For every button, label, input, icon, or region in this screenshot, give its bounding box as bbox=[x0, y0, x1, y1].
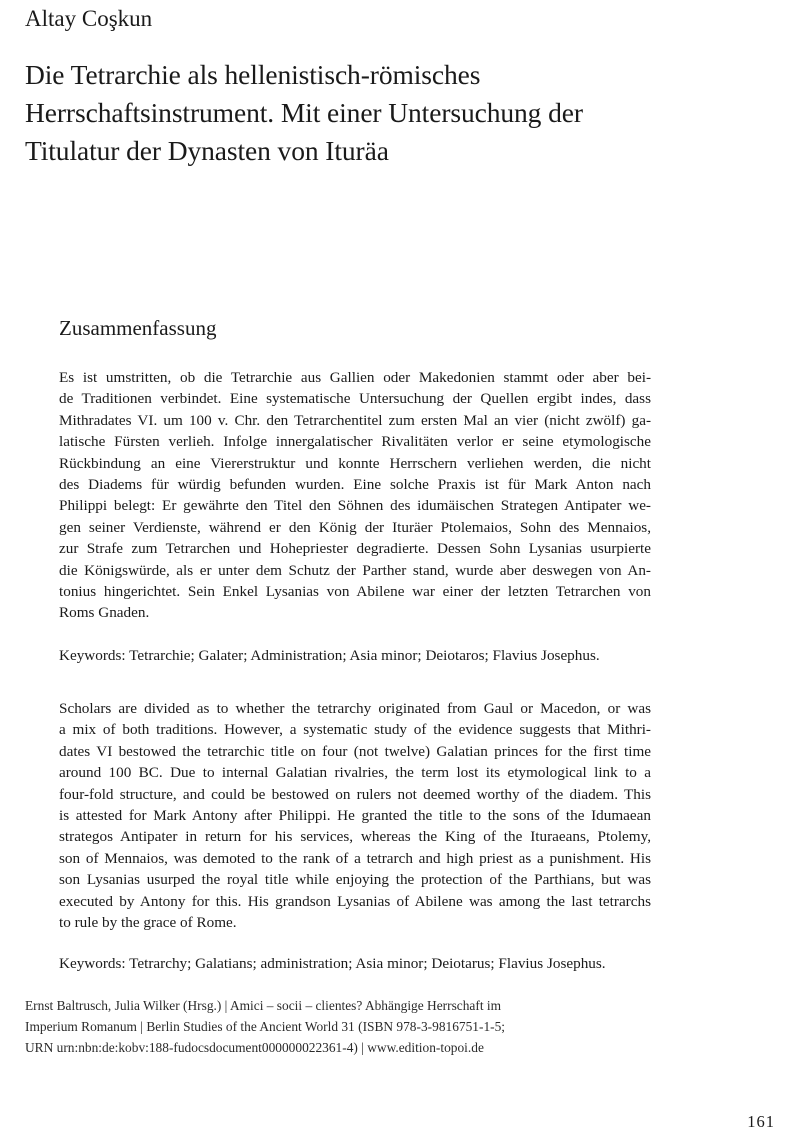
abstract-line: des Diadems für würdig befunden wurden. Eine solche Praxis ist für Mark Anton nach bbox=[59, 476, 651, 494]
abstract-line: latische Fürsten verlieh. Infolge innergalatischer Rivalitäten verlor er seine etymologische bbox=[59, 433, 651, 451]
abstract-line: Scholars are divided as to whether the tetrarchy originated from Gaul or Macedon, or was bbox=[59, 700, 651, 717]
abstract-line: a mix of both traditions. However, a systematic study of the evidence suggests that Mithri- bbox=[59, 721, 651, 739]
abstract-line: tonius hingerichtet. Sein Enkel Lysanias von Abilene war einer der letzten Tetrarchen von bbox=[59, 583, 651, 601]
footer-line: URN urn:nbn:de:kobv:188-fudocsdocument000000022361-4) | www.edition-topoi.de bbox=[25, 1040, 484, 1055]
abstract-line: around 100 BC. Due to internal Galatian rivalries, the term lost its etymological link to a bbox=[59, 764, 651, 782]
abstract-line: Roms Gnaden. bbox=[59, 604, 150, 622]
title-line: Die Tetrarchie als hellenistisch-römisches bbox=[25, 59, 481, 90]
abstract-line: dates VI bestowed the tetrarchic title on four (not twelve) Galatian princes for the first time bbox=[59, 742, 651, 760]
title-line: Herrschaftsinstrument. Mit einer Untersuchung der bbox=[25, 97, 583, 128]
abstract-line: four-fold structure, and could be bestowed on rulers not deemed worthy of the diadem. This bbox=[59, 785, 651, 803]
abstract-line: executed by Antony for this. His grandson Lysanias of Abilene was among the last tetrarchs bbox=[59, 892, 651, 910]
abstract-line: de Traditionen verbindet. Eine systematische Untersuchung der Quellen ergibt indes, dass bbox=[59, 390, 651, 408]
footer-line: Imperium Romanum | Berlin Studies of the Ancient World 31 (ISBN 978-3-9816751-1-5; bbox=[25, 1019, 506, 1034]
keywords-german: Keywords: Tetrarchie; Galater; Administration; Asia minor; Deiotaros; Flavius Josephus. bbox=[59, 647, 600, 664]
section-heading: Zusammenfassung bbox=[59, 316, 217, 340]
title-line: Titulatur der Dynasten von Ituräa bbox=[25, 135, 389, 166]
abstract-line: Es ist umstritten, ob die Tetrarchie aus Gallien oder Makedonien stammt oder aber bei- bbox=[59, 369, 651, 386]
abstract-line: son Lysanias usurped the royal title while enjoying the protection of the Parthians, but was bbox=[59, 871, 651, 889]
abstract-line: is attested for Mark Antony after Philippi. He granted the title to the sons of the Idumaean bbox=[59, 807, 651, 825]
abstract-line: Mithradates VI. um 100 v. Chr. den Tetrarchentitel zum ersten Mal an vier (nicht zwölf) ga- bbox=[59, 411, 651, 429]
page-number: 161 bbox=[747, 1112, 775, 1131]
abstract-line: Philippi belegt: Er gewährte den Titel den Söhnen des idumäischen Strategen Antipater we- bbox=[59, 497, 651, 515]
article-title bbox=[25, 56, 765, 170]
abstract-line: to rule by the grace of Rome. bbox=[59, 914, 237, 932]
citation-footer bbox=[25, 995, 585, 1058]
footer-line: Ernst Baltrusch, Julia Wilker (Hrsg.) | Amici – socii – clientes? Abhängige Herrschaft im bbox=[25, 998, 502, 1013]
abstract-line: strategos Antipater in return for his services, whereas the King of the Ituraeans, Ptolemy, bbox=[59, 828, 651, 846]
keywords-english: Keywords: Tetrarchy; Galatians; administration; Asia minor; Deiotarus; Flavius Josephus. bbox=[59, 955, 606, 972]
abstract-line: Rückbindung an eine Viererstruktur und konnte Herrschern verliehen werden, die nicht bbox=[59, 454, 651, 472]
abstract-line: die Königswürde, als er unter dem Schutz der Parther stand, wurde aber deswegen von An- bbox=[59, 561, 651, 579]
abstract-english bbox=[59, 698, 651, 933]
abstract-line: son of Mennaios, was demoted to the rank of a tetrarch and high priest as a punishment. His bbox=[59, 849, 651, 867]
abstract-line: gen seiner Verdienste, während er den König der Ituräer Ptolemaios, Sohn des Mennaios, bbox=[59, 518, 651, 536]
abstract-line: zur Strafe zum Tetrarchen und Hohepriester degradierte. Dessen Sohn Lysanias usurpierte bbox=[59, 540, 651, 558]
abstract-german bbox=[59, 367, 651, 624]
author-name: Altay Coşkun bbox=[25, 6, 153, 31]
